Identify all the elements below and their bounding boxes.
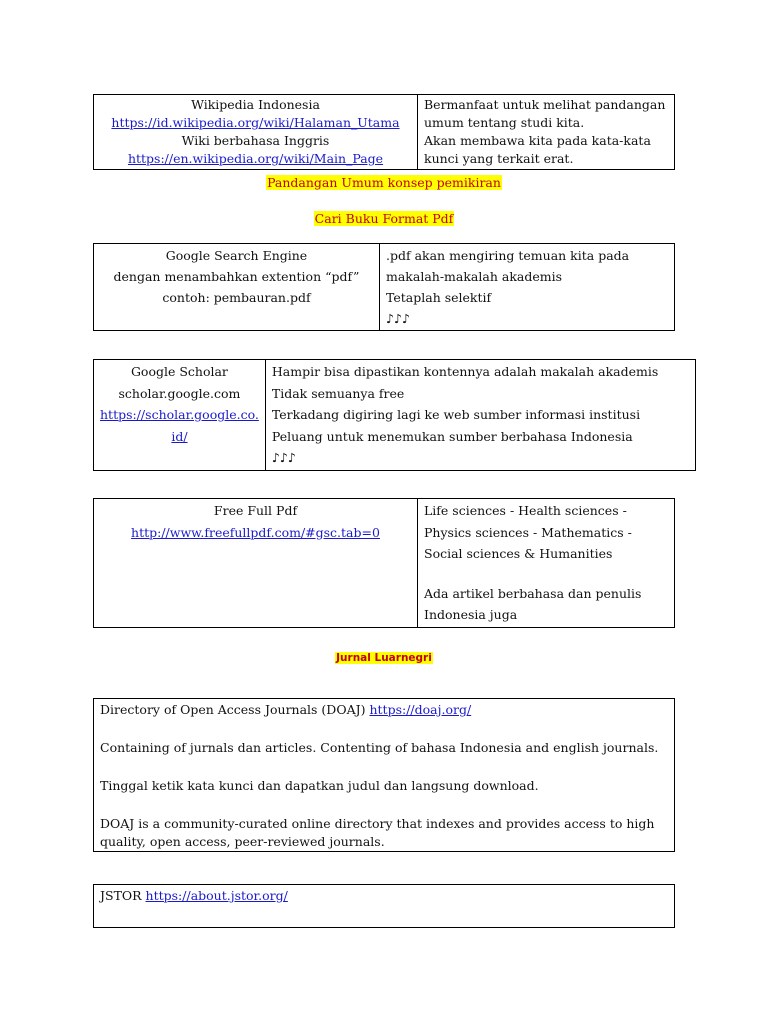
- note-line: Akan membawa kita pada kata-kata: [424, 133, 651, 148]
- table-google-scholar: [93, 359, 696, 471]
- note-line: Hampir bisa dipastikan kontennya adalah makalah akademis: [271, 364, 659, 379]
- google-scholar-domain: scholar.google.com: [118, 385, 241, 401]
- blank-line: [424, 565, 668, 583]
- heading-jurnal-luarnegri: Jurnal Luarnegri: [336, 652, 432, 664]
- doaj-paragraph-3: DOAJ is a community-curated online directory that indexes and provides access to high quality, open access, peer-reviewed journals.: [100, 816, 655, 849]
- note-line: Social sciences & Humanities: [424, 546, 613, 561]
- wikipedia-indonesia-label: Wikipedia Indonesia: [191, 97, 320, 112]
- jstor-box: [93, 884, 675, 928]
- google-search-label: Google Search Engine: [165, 248, 308, 263]
- wikipedia-sources-cell: [94, 95, 418, 170]
- note-line: Tetaplah selektif: [386, 290, 492, 305]
- note-line: Peluang untuk menemukan sumber berbahasa Indonesia: [271, 428, 633, 444]
- wikipedia-indonesia-link[interactable]: https://id.wikipedia.org/wiki/Halaman_Utama: [111, 115, 400, 130]
- note-line: Indonesia juga: [424, 607, 518, 622]
- note-line: makalah-makalah akademis: [386, 269, 563, 284]
- table-google-search: [93, 243, 675, 331]
- music-notes-icon: ♪♪♪: [271, 450, 296, 465]
- google-search-cell: [94, 244, 380, 331]
- free-full-pdf-notes-cell: [418, 499, 675, 628]
- jstor-link[interactable]: https://about.jstor.org/: [145, 888, 288, 903]
- table-wikipedia: [93, 94, 675, 170]
- heading-cari-buku: Cari Buku Format Pdf: [314, 211, 454, 226]
- google-search-example: contoh: pembauran.pdf: [162, 290, 311, 305]
- note-line: umum tentang studi kita.: [424, 115, 585, 130]
- doaj-box: [93, 698, 675, 852]
- note-line: Ada artikel berbahasa dan penulis: [424, 585, 642, 601]
- note-line: .pdf akan mengiring temuan kita pada: [386, 248, 630, 263]
- jstor-title: JSTOR: [100, 888, 146, 903]
- google-scholar-link-cont[interactable]: id/: [171, 428, 188, 444]
- wikipedia-english-label: Wiki berbahasa Inggris: [181, 133, 330, 148]
- google-scholar-notes-cell: [265, 360, 695, 471]
- note-line: kunci yang terkait erat.: [424, 151, 574, 166]
- wikipedia-notes-cell: [418, 95, 675, 170]
- google-scholar-cell: [94, 360, 266, 471]
- note-line: Terkadang digiring lagi ke web sumber informasi institusi: [271, 407, 641, 422]
- google-search-notes-cell: [380, 244, 675, 331]
- note-line: Life sciences - Health sciences -: [424, 503, 627, 518]
- google-search-desc: dengan menambahkan extention “pdf”: [113, 269, 360, 284]
- wikipedia-english-link[interactable]: https://en.wikipedia.org/wiki/Main_Page: [127, 151, 384, 166]
- doaj-title-line: [100, 701, 668, 719]
- note-line: Bermanfaat untuk melihat pandangan: [424, 97, 666, 112]
- free-full-pdf-cell: [94, 499, 418, 628]
- doaj-paragraph-1: Containing of jurnals dan articles. Contenting of bahasa Indonesia and english journals.: [100, 740, 659, 755]
- heading-pandangan-umum: Pandangan Umum konsep pemikiran: [267, 175, 501, 190]
- google-scholar-link[interactable]: https://scholar.google.co.: [100, 407, 259, 422]
- table-free-full-pdf: [93, 498, 675, 628]
- note-line: Physics sciences - Mathematics -: [424, 524, 632, 540]
- free-full-pdf-link[interactable]: http://www.freefullpdf.com/#gsc.tab=0: [131, 524, 380, 540]
- note-line: Tidak semuanya free: [271, 385, 405, 401]
- google-scholar-label: Google Scholar: [130, 364, 228, 379]
- free-full-pdf-label: Free Full Pdf: [213, 503, 298, 518]
- doaj-title: Directory of Open Access Journals (DOAJ): [100, 702, 370, 717]
- doaj-paragraph-2: Tinggal ketik kata kunci dan dapatkan judul dan langsung download.: [100, 778, 539, 793]
- music-notes-icon: ♪♪♪: [386, 311, 410, 326]
- doaj-link[interactable]: https://doaj.org/: [369, 702, 472, 717]
